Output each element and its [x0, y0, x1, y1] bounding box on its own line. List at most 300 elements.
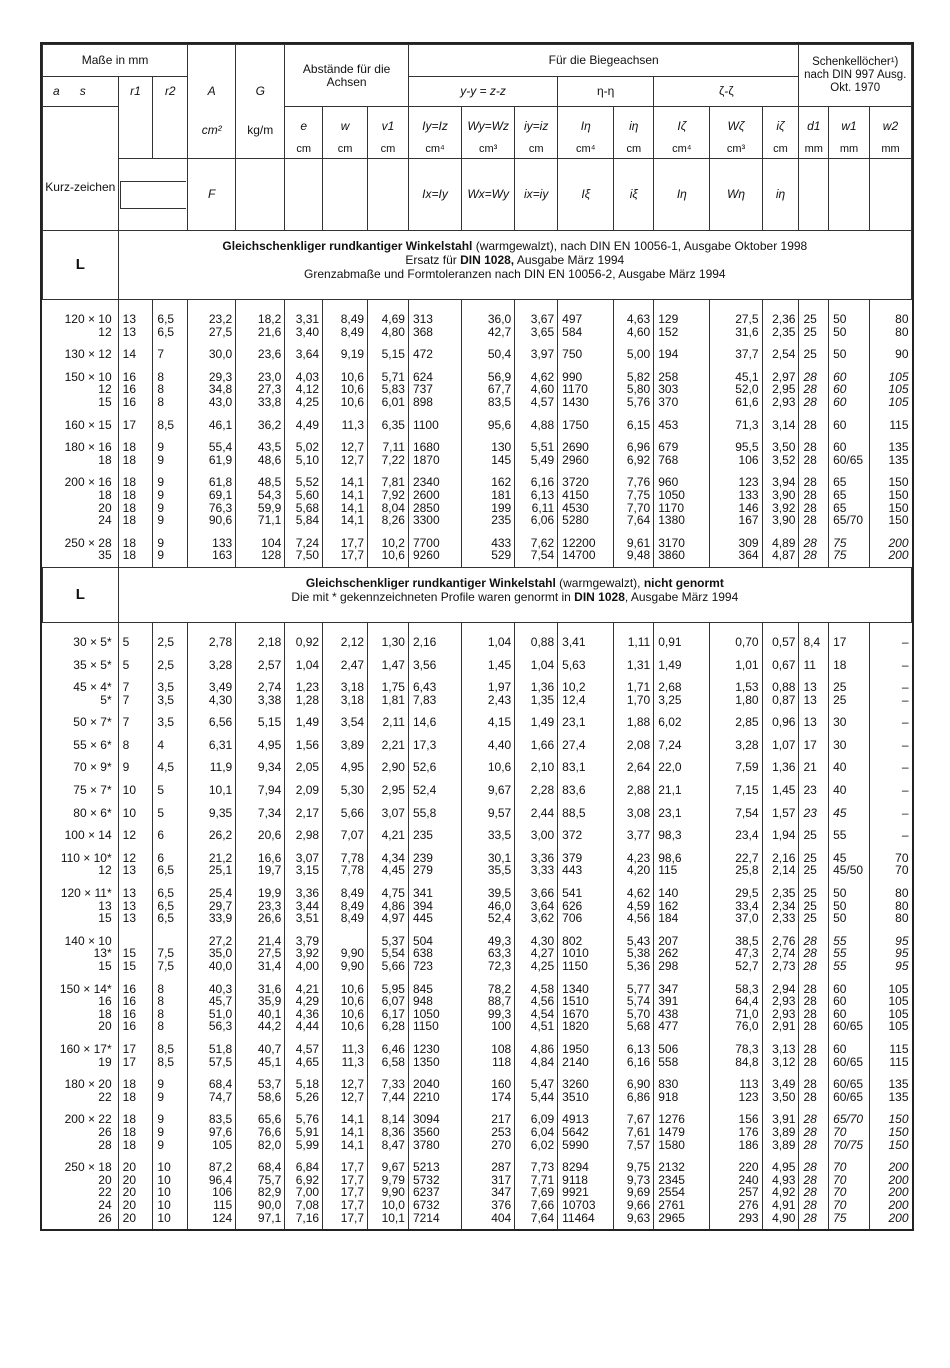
- cell-ie: 7,67 7,61 7,57: [614, 1108, 654, 1156]
- cell-iz: 4,89 4,87: [762, 532, 799, 568]
- cell-Ie: 2690 2960: [558, 436, 614, 471]
- cell-w1: 50 50 50: [829, 882, 870, 930]
- designation-cell: 30 × 5*: [73, 634, 112, 649]
- cell-r1: 16 16 16: [118, 366, 153, 414]
- cell-A: 2,78: [188, 631, 236, 654]
- cell-Ie: 802 1010 1150: [558, 930, 614, 978]
- header-schenkelloecher: Schenkellöcher¹) nach DIN 997 Ausg. Okt. 1970: [799, 45, 912, 107]
- cell-r1: 9: [118, 756, 153, 779]
- cell-Iz: 98,6 115: [654, 847, 710, 882]
- cell-iy: 3,00: [515, 824, 558, 847]
- section1-title: Gleichschenkliger rundkantiger Winkelstahl (warmgewalzt), nach DIN EN 10056-1, Ausgabe Oktober 1998 Ersatz für DIN 1028, Ausgabe März 1994 Grenzabmaße und Formtoleranzen nach DIN EN 10056-2, Ausgabe März 1994: [118, 231, 911, 300]
- header-biegeachsen: Für die Biegeachsen: [408, 45, 799, 77]
- cell-v1: 5,71 5,83 6,01: [368, 366, 409, 414]
- cell-A: 6,56: [188, 711, 236, 734]
- cell-w: 14,1 14,1 14,1 14,1: [323, 471, 368, 531]
- cell-iy: 2,10: [515, 756, 558, 779]
- header-sym-8: Iζ cm⁴: [654, 107, 710, 159]
- cell-d1: 28 28: [799, 532, 829, 568]
- cell-Wz: 71,3: [710, 414, 762, 437]
- cell-Iy: 55,8: [408, 802, 461, 825]
- cell-ie: 5,82 5,80 5,76: [614, 366, 654, 414]
- cell-w1: 65/70 70 70/75: [829, 1108, 870, 1156]
- cell-r2: 4: [153, 734, 188, 757]
- cell-w2: 80 80: [869, 308, 911, 343]
- cell-A: 23,2 27,5: [188, 308, 236, 343]
- designation-cell: 120 × 11* 13 15: [60, 886, 112, 926]
- cell-w1: 55 55 55: [829, 930, 870, 978]
- cell-iy: 1,66: [515, 734, 558, 757]
- cell-Wz: 37,7: [710, 343, 762, 366]
- cell-Wy: 10,6: [462, 756, 515, 779]
- cell-w: 5,30: [323, 779, 368, 802]
- cell-r1: 13 13 13: [118, 882, 153, 930]
- cell-Iz: 140 162 184: [654, 882, 710, 930]
- cell-r1: 12 13: [118, 847, 153, 882]
- cell-w1: 45: [829, 802, 870, 825]
- cell-w2: 200 200: [869, 532, 911, 568]
- cell-iz: 1,36: [762, 756, 799, 779]
- cell-d1: 28 28 28 28 28: [799, 1156, 829, 1229]
- cell-w: 2,47: [323, 654, 368, 677]
- cell-r1: 10: [118, 802, 153, 825]
- cell-Ie: 4913 5642 5990: [558, 1108, 614, 1156]
- cell-e: 3,79 3,92 4,00: [285, 930, 323, 978]
- cell-ie: 5,43 5,38 5,36: [614, 930, 654, 978]
- alt-ieta: iη: [762, 159, 799, 231]
- cell-G: 9,34: [236, 756, 285, 779]
- cell-Iz: 258 303 370: [654, 366, 710, 414]
- cell-Ie: 5,63: [558, 654, 614, 677]
- designation-cell: 35 × 5*: [73, 657, 112, 672]
- cell-Iy: 1100: [408, 414, 461, 437]
- cell-r2: 3,5: [153, 711, 188, 734]
- cell-w: 4,95: [323, 756, 368, 779]
- cell-iz: 0,57: [762, 631, 799, 654]
- cell-A: 68,4 74,7: [188, 1073, 236, 1108]
- cell-r1: 17: [118, 414, 153, 437]
- cell-d1: 13 13: [799, 676, 829, 711]
- cell-Iy: 14,6: [408, 711, 461, 734]
- designation-cell: 150 × 14* 16 18 20: [59, 981, 112, 1034]
- cell-w: 5,66: [323, 802, 368, 825]
- cell-Ie: 1950 2140: [558, 1038, 614, 1073]
- cell-d1: 28 28: [799, 436, 829, 471]
- cell-Wy: 4,15: [462, 711, 515, 734]
- cell-r2: 9 9 9 9: [153, 471, 188, 531]
- designation-cell: 140 × 10 13* 15: [64, 933, 112, 973]
- cell-d1: 28 28 28 28: [799, 471, 829, 531]
- cell-w2: 105 105 105: [869, 366, 911, 414]
- cell-G: 43,5 48,6: [236, 436, 285, 471]
- cell-G: 68,4 75,7 82,9 90,0 97,1: [236, 1156, 285, 1229]
- cell-G: 4,95: [236, 734, 285, 757]
- cell-r1: 13 13: [118, 308, 153, 343]
- cell-iz: 3,14: [762, 414, 799, 437]
- cell-Wy: 50,4: [462, 343, 515, 366]
- cell-v1: 7,33 7,44: [368, 1073, 409, 1108]
- cell-d1: 28 28: [799, 1073, 829, 1108]
- cell-G: 2,18: [236, 631, 285, 654]
- cell-e: 3,31 3,40: [285, 308, 323, 343]
- cell-e: 3,36 3,44 3,51: [285, 882, 323, 930]
- cell-Iz: 347 391 438 477: [654, 978, 710, 1038]
- header-zeta: ζ-ζ: [654, 77, 799, 107]
- cell-Iy: 472: [408, 343, 461, 366]
- cell-w2: 115 115: [869, 1038, 911, 1073]
- header-G: G kg/m: [236, 45, 285, 159]
- cell-d1: 28 28 28: [799, 1108, 829, 1156]
- cell-e: 6,84 6,92 7,00 7,08 7,16: [285, 1156, 323, 1229]
- alt-Wx: Wx=Wy: [462, 159, 515, 231]
- cell-v1: 2,95: [368, 779, 409, 802]
- cell-iz: 2,54: [762, 343, 799, 366]
- cell-iz: 3,49 3,50: [762, 1073, 799, 1108]
- cell-G: 19,9 23,3 26,6: [236, 882, 285, 930]
- cell-d1: 21: [799, 756, 829, 779]
- table-row: [43, 308, 912, 343]
- designation-cell: 130 × 12: [64, 347, 112, 362]
- header-a-s: a s: [43, 77, 119, 107]
- cell-iy: 6,09 6,04 6,02: [515, 1108, 558, 1156]
- designation-cell: 75 × 7*: [73, 783, 112, 798]
- cell-w1: 18: [829, 654, 870, 677]
- cell-Iz: 1,49: [654, 654, 710, 677]
- cell-iy: 6,16 6,13 6,11 6,06: [515, 471, 558, 531]
- cell-w1: 25 25: [829, 676, 870, 711]
- cell-w1: 60 60/65: [829, 436, 870, 471]
- cell-Ie: 88,5: [558, 802, 614, 825]
- cell-e: 4,21 4,29 4,36 4,44: [285, 978, 323, 1038]
- cell-v1: 10,2 10,6: [368, 532, 409, 568]
- cell-e: 5,52 5,60 5,68 5,84: [285, 471, 323, 531]
- cell-r1: 7: [118, 711, 153, 734]
- angle-profile-mark: L: [43, 567, 119, 622]
- cell-w: 11,3: [323, 414, 368, 437]
- cell-ie: 4,63 4,60: [614, 308, 654, 343]
- cell-r2: 9 9: [153, 436, 188, 471]
- cell-iy: 7,62 7,54: [515, 532, 558, 568]
- cell-d1: 28 28: [799, 1038, 829, 1073]
- table-row: [43, 847, 912, 882]
- table-row: [43, 343, 912, 366]
- cell-ie: 6,90 6,86: [614, 1073, 654, 1108]
- cell-v1: 1,75 1,81: [368, 676, 409, 711]
- cell-Iz: 830 918: [654, 1073, 710, 1108]
- cell-w1: 60 60 60 60/65: [829, 978, 870, 1038]
- cell-Wy: 39,5 46,0 52,4: [462, 882, 515, 930]
- table-row: [43, 930, 912, 978]
- cell-r2: 8 8 8: [153, 366, 188, 414]
- cell-e: 2,05: [285, 756, 323, 779]
- cell-v1: 7,11 7,22: [368, 436, 409, 471]
- cell-Ie: 372: [558, 824, 614, 847]
- angle-steel-table: [42, 44, 912, 1229]
- cell-iy: 3,36 3,33: [515, 847, 558, 882]
- cell-e: 3,64: [285, 343, 323, 366]
- cell-Wz: 3,28: [710, 734, 762, 757]
- designation-cell: 250 × 28 35: [64, 535, 112, 563]
- cell-r1: 16 16 16 16: [118, 978, 153, 1038]
- table-row: [43, 756, 912, 779]
- cell-w1: 50 50: [829, 308, 870, 343]
- cell-A: 51,8 57,5: [188, 1038, 236, 1073]
- cell-G: 40,7 45,1: [236, 1038, 285, 1073]
- cell-iz: 2,35 2,34 2,33: [762, 882, 799, 930]
- cell-r2: 8,5 8,5: [153, 1038, 188, 1073]
- cell-iz: 1,57: [762, 802, 799, 825]
- section1-spacer: [43, 300, 912, 309]
- cell-G: 2,57: [236, 654, 285, 677]
- header-eta: η-η: [558, 77, 654, 107]
- cell-e: 4,49: [285, 414, 323, 437]
- cell-w2: 90: [869, 343, 911, 366]
- cell-Ie: 83,1: [558, 756, 614, 779]
- cell-iy: 1,49: [515, 711, 558, 734]
- cell-iy: 1,36 1,35: [515, 676, 558, 711]
- cell-iz: 0,67: [762, 654, 799, 677]
- cell-r1: 18 18: [118, 436, 153, 471]
- cell-Wy: 1,45: [462, 654, 515, 677]
- cell-e: 5,18 5,26: [285, 1073, 323, 1108]
- cell-w1: 60: [829, 414, 870, 437]
- cell-Iz: 453: [654, 414, 710, 437]
- cell-Ie: 497 584: [558, 308, 614, 343]
- header-masse: Maße in mm: [43, 45, 188, 77]
- header-yy: y-y = z-z: [408, 77, 557, 107]
- cell-ie: 5,77 5,74 5,70 5,68: [614, 978, 654, 1038]
- cell-Wz: 95,5 106: [710, 436, 762, 471]
- cell-Wz: 123 133 146 167: [710, 471, 762, 531]
- cell-r1: 18 18: [118, 1073, 153, 1108]
- cell-Iy: 7700 9260: [408, 532, 461, 568]
- cell-e: 3,07 3,15: [285, 847, 323, 882]
- cell-r2: 8 8 8 8: [153, 978, 188, 1038]
- cell-Wz: 7,59: [710, 756, 762, 779]
- cell-Ie: 3720 4150 4530 5280: [558, 471, 614, 531]
- cell-e: 1,23 1,28: [285, 676, 323, 711]
- cell-Wy: 130 145: [462, 436, 515, 471]
- cell-d1: 28 28 28: [799, 930, 829, 978]
- cell-r1: 18 18 18: [118, 1108, 153, 1156]
- table-row: [43, 676, 912, 711]
- cell-w1: 70 70 70 70 75: [829, 1156, 870, 1229]
- cell-Ie: 3260 3510: [558, 1073, 614, 1108]
- header-kurzzeichen: Kurz-zeichen: [43, 107, 119, 231]
- cell-r2: 6: [153, 824, 188, 847]
- cell-Iz: 207 262 298: [654, 930, 710, 978]
- cell-r2: 9 9: [153, 532, 188, 568]
- cell-A: 21,2 25,1: [188, 847, 236, 882]
- cell-G: 2,74 3,38: [236, 676, 285, 711]
- cell-Iy: 2,16: [408, 631, 461, 654]
- header-abstaende: Abstände für die Achsen: [285, 45, 409, 107]
- cell-ie: 5,00: [614, 343, 654, 366]
- cell-Iy: 341 394 445: [408, 882, 461, 930]
- cell-w: 14,1 14,1 14,1: [323, 1108, 368, 1156]
- cell-ie: 9,61 9,48: [614, 532, 654, 568]
- cell-A: 25,4 29,7 33,9: [188, 882, 236, 930]
- header-sym-10: iζ cm: [762, 107, 799, 159]
- cell-iy: 4,30 4,27 4,25: [515, 930, 558, 978]
- cell-Wz: 45,1 52,0 61,6: [710, 366, 762, 414]
- cell-ie: 6,15: [614, 414, 654, 437]
- cell-r2: 9 9 9: [153, 1108, 188, 1156]
- alt-Ixi: Iξ: [558, 159, 614, 231]
- header-sym-2: v1 cm: [368, 107, 409, 159]
- cell-Iz: 7,24: [654, 734, 710, 757]
- cell-v1: 5,95 6,07 6,17 6,28: [368, 978, 409, 1038]
- cell-G: 23,6: [236, 343, 285, 366]
- cell-v1: 6,46 6,58: [368, 1038, 409, 1073]
- alt-blank-e: [285, 159, 323, 231]
- cell-w: 10,6 10,6 10,6 10,6: [323, 978, 368, 1038]
- cell-Wy: 4,40: [462, 734, 515, 757]
- cell-ie: 4,62 4,59 4,56: [614, 882, 654, 930]
- cell-Iy: 624 737 898: [408, 366, 461, 414]
- cell-w2: – –: [869, 676, 911, 711]
- cell-iz: 1,45: [762, 779, 799, 802]
- cell-w1: 55: [829, 824, 870, 847]
- cell-w: 17,7 17,7 17,7 17,7 17,7: [323, 1156, 368, 1229]
- cell-Iz: 6,02: [654, 711, 710, 734]
- cell-Wz: 220 240 257 276 293: [710, 1156, 762, 1229]
- alt-F: F: [188, 159, 236, 231]
- cell-Wz: 1,53 1,80: [710, 676, 762, 711]
- cell-Iz: 194: [654, 343, 710, 366]
- cell-w: 8,49 8,49 8,49: [323, 882, 368, 930]
- cell-Wy: 108 118: [462, 1038, 515, 1073]
- header-sym-13: w2 mm: [869, 107, 911, 159]
- cell-r2: 7,5 7,5: [153, 930, 188, 978]
- cell-w2: –: [869, 631, 911, 654]
- alt-Ix: Ix=Iy: [408, 159, 461, 231]
- cell-r1: 20 20 20 20 20: [118, 1156, 153, 1229]
- cell-w2: 200 200 200 200 200: [869, 1156, 911, 1229]
- cell-r1: 17 17: [118, 1038, 153, 1073]
- cell-Iy: 2040 2210: [408, 1073, 461, 1108]
- cell-w2: –: [869, 779, 911, 802]
- designation-cell: 55 × 6*: [73, 737, 112, 752]
- cell-iy: 2,44: [515, 802, 558, 825]
- cell-v1: 2,90: [368, 756, 409, 779]
- cell-Wy: 33,5: [462, 824, 515, 847]
- cell-w2: 150 150 150 150: [869, 471, 911, 531]
- cell-Iz: 1276 1479 1580: [654, 1108, 710, 1156]
- cell-Iz: 2,68 3,25: [654, 676, 710, 711]
- designation-cell: 80 × 6*: [73, 805, 112, 820]
- cell-v1: 4,69 4,80: [368, 308, 409, 343]
- cell-e: 1,04: [285, 654, 323, 677]
- cell-e: 1,49: [285, 711, 323, 734]
- cell-Iy: 2340 2600 2850 3300: [408, 471, 461, 531]
- cell-A: 133 163: [188, 532, 236, 568]
- table-row: [43, 1073, 912, 1108]
- alt-ix: ix=iy: [515, 159, 558, 231]
- cell-iy: 4,88: [515, 414, 558, 437]
- cell-iz: 2,94 2,93 2,93 2,91: [762, 978, 799, 1038]
- cell-ie: 2,64: [614, 756, 654, 779]
- cell-w: 12,7 12,7: [323, 436, 368, 471]
- cell-w1: 30: [829, 734, 870, 757]
- cell-Wy: 433 529: [462, 532, 515, 568]
- cell-v1: 6,35: [368, 414, 409, 437]
- cell-ie: 2,88: [614, 779, 654, 802]
- cell-A: 29,3 34,8 43,0: [188, 366, 236, 414]
- cell-G: 31,6 35,9 40,1 44,2: [236, 978, 285, 1038]
- cell-Wz: 22,7 25,8: [710, 847, 762, 882]
- cell-Ie: 8294 9118 9921 10703 11464: [558, 1156, 614, 1229]
- cell-e: 5,76 5,91 5,99: [285, 1108, 323, 1156]
- designation-cell: 200 × 16 18 20 24: [64, 475, 112, 528]
- table-row: [43, 436, 912, 471]
- table-row: [43, 471, 912, 531]
- cell-w1: 60 60 60: [829, 366, 870, 414]
- cell-w2: 80 80 80: [869, 882, 911, 930]
- cell-Ie: 83,6: [558, 779, 614, 802]
- cell-r2: 5: [153, 779, 188, 802]
- cell-G: 7,94: [236, 779, 285, 802]
- cell-Ie: 10,2 12,4: [558, 676, 614, 711]
- cell-G: 21,4 27,5 31,4: [236, 930, 285, 978]
- cell-G: 18,2 21,6: [236, 308, 285, 343]
- cell-G: 53,7 58,6: [236, 1073, 285, 1108]
- cell-Iz: 22,0: [654, 756, 710, 779]
- cell-ie: 1,88: [614, 711, 654, 734]
- cell-ie: 3,08: [614, 802, 654, 825]
- cell-Wz: 2,85: [710, 711, 762, 734]
- alt-blank-v1: [368, 159, 409, 231]
- cell-v1: 9,67 9,79 9,90 10,0 10,1: [368, 1156, 409, 1229]
- cell-G: 16,6 19,7: [236, 847, 285, 882]
- table-row: [43, 654, 912, 677]
- cell-w1: 60/65 60/65: [829, 1073, 870, 1108]
- cell-iy: 4,86 4,84: [515, 1038, 558, 1073]
- alt-blank-d1: [799, 159, 829, 231]
- section2-title-row: [43, 567, 912, 622]
- cell-iy: 2,28: [515, 779, 558, 802]
- cell-v1: 5,37 5,54 5,66: [368, 930, 409, 978]
- cell-Ie: 379 443: [558, 847, 614, 882]
- cell-w: 3,54: [323, 711, 368, 734]
- header-sym-7: iη cm: [614, 107, 654, 159]
- designation-cell: 110 × 10* 12: [60, 850, 112, 878]
- cell-Wy: 162 181 199 235: [462, 471, 515, 531]
- cell-v1: 1,30: [368, 631, 409, 654]
- table-row: [43, 1038, 912, 1073]
- table-row: [43, 414, 912, 437]
- cell-w1: 30: [829, 711, 870, 734]
- cell-ie: 7,76 7,75 7,70 7,64: [614, 471, 654, 531]
- header-sym-3: Iy=Iz cm⁴: [408, 107, 461, 159]
- cell-iz: 3,91 3,89 3,89: [762, 1108, 799, 1156]
- cell-iy: 0,88: [515, 631, 558, 654]
- header-sym-4: Wy=Wz cm³: [462, 107, 515, 159]
- cell-r1: 7 7: [118, 676, 153, 711]
- cell-Wy: 9,57: [462, 802, 515, 825]
- cell-iy: 3,66 3,64 3,62: [515, 882, 558, 930]
- cell-Wz: 38,5 47,3 52,7: [710, 930, 762, 978]
- cell-Iz: 129 152: [654, 308, 710, 343]
- cell-Iz: 960 1050 1170 1380: [654, 471, 710, 531]
- cell-iz: 3,94 3,90 3,92 3,90: [762, 471, 799, 531]
- cell-iz: 0,96: [762, 711, 799, 734]
- cell-Iy: 1230 1350: [408, 1038, 461, 1073]
- table-row: [43, 366, 912, 414]
- cell-iy: 3,67 3,65: [515, 308, 558, 343]
- cell-Wy: 56,9 67,7 83,5: [462, 366, 515, 414]
- cell-A: 27,2 35,0 40,0: [188, 930, 236, 978]
